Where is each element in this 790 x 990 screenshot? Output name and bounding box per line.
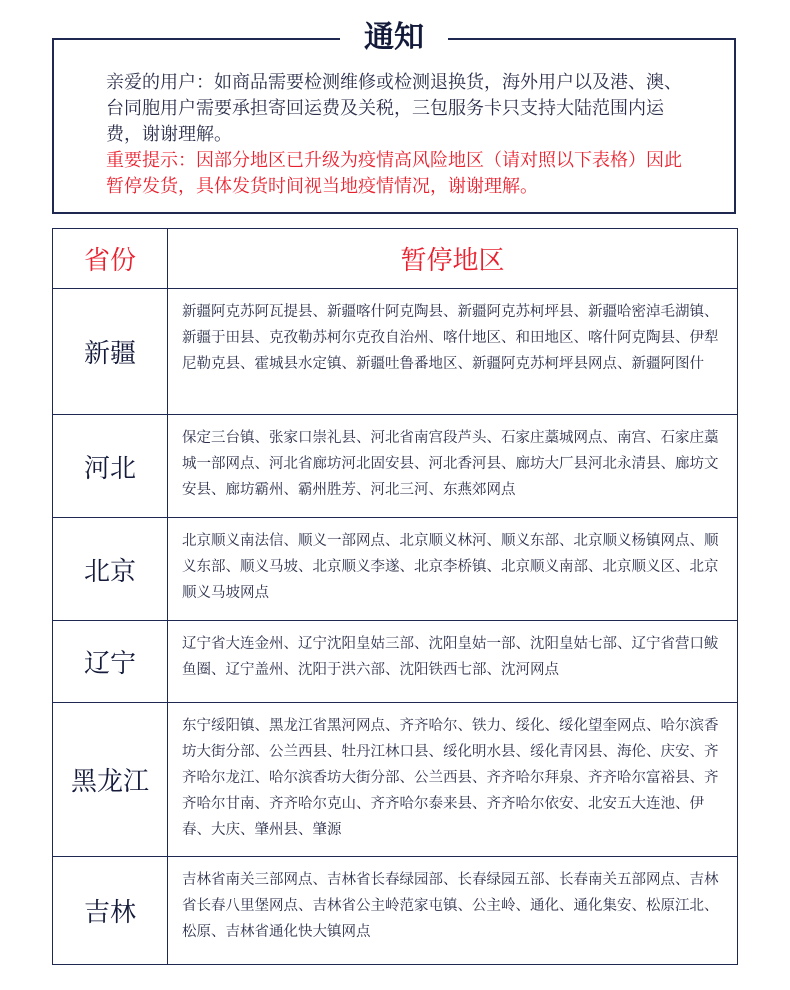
areas-cell: 辽宁省大连金州、辽宁沈阳皇姑三部、沈阳皇姑一部、沈阳皇姑七部、辽宁省营口鲅鱼圈、辽宁盖州、沈阳于洪六部、沈阳铁西七部、沈河网点 [168, 621, 738, 703]
province-cell: 辽宁 [53, 621, 168, 703]
areas-cell: 新疆阿克苏阿瓦提县、新疆喀什阿克陶县、新疆阿克苏柯坪县、新疆哈密淖毛湖镇、新疆于田县、克孜勒苏柯尔克孜自治州、喀什地区、和田地区、喀什阿克陶县、伊犁尼勒克县、霍城县水定镇、新疆吐鲁番地区、新疆阿克苏柯坪县网点、新疆阿图什 [168, 289, 738, 415]
header-province: 省份 [53, 229, 168, 289]
province-cell: 河北 [53, 415, 168, 518]
table-row [53, 518, 738, 621]
province-cell: 吉林 [53, 857, 168, 965]
table-row [53, 415, 738, 518]
table-row [53, 703, 738, 857]
areas-cell: 北京顺义南法信、顺义一部网点、北京顺义林河、顺义东部、北京顺义杨镇网点、顺义东部、顺义马坡、北京顺义李遂、北京李桥镇、北京顺义南部、北京顺义区、北京顺义马坡网点 [168, 518, 738, 621]
notice-warning: 重要提示：因部分地区已升级为疫情高风险地区（请对照以下表格）因此暂停发货，具体发货时间视当地疫情情况，谢谢理解。 [106, 150, 682, 197]
suspended-regions-table [52, 228, 738, 965]
province-cell: 北京 [53, 518, 168, 621]
province-cell: 新疆 [53, 289, 168, 415]
notice-box [52, 20, 736, 214]
table-row [53, 621, 738, 703]
table-row [53, 857, 738, 965]
notice-title: 通知 [340, 18, 448, 58]
table-row [53, 289, 738, 415]
notice-body [106, 70, 686, 200]
province-cell: 黑龙江 [53, 703, 168, 857]
header-areas: 暂停地区 [168, 229, 738, 289]
areas-cell: 保定三台镇、张家口崇礼县、河北省南宫段芦头、石家庄藁城网点、南宫、石家庄藁城一部网点、河北省廊坊河北固安县、河北香河县、廊坊大厂县河北永清县、廊坊文安县、廊坊霸州、霸州胜芳、河北三河、东燕郊网点 [168, 415, 738, 518]
table-header-row [53, 229, 738, 289]
notice-paragraph: 亲爱的用户：如商品需要检测维修或检测退换货，海外用户以及港、澳、台同胞用户需要承担寄回运费及关税，三包服务卡只支持大陆范围内运费，谢谢理解。 [106, 72, 682, 145]
areas-cell: 东宁绥阳镇、黑龙江省黑河网点、齐齐哈尔、铁力、绥化、绥化望奎网点、哈尔滨香坊大街分部、公兰西县、牡丹江林口县、绥化明水县、绥化青冈县、海伦、庆安、齐齐哈尔龙江、哈尔滨香坊大街分部、公兰西县、齐齐哈尔拜泉、齐齐哈尔富裕县、齐齐哈尔甘南、齐齐哈尔克山、齐齐哈尔泰来县、齐齐哈尔依安、北安五大连池、伊春、大庆、肇州县、肇源 [168, 703, 738, 857]
areas-cell: 吉林省南关三部网点、吉林省长春绿园部、长春绿园五部、长春南关五部网点、吉林省长春八里堡网点、吉林省公主岭范家屯镇、公主岭、通化、通化集安、松原江北、松原、吉林省通化快大镇网点 [168, 857, 738, 965]
